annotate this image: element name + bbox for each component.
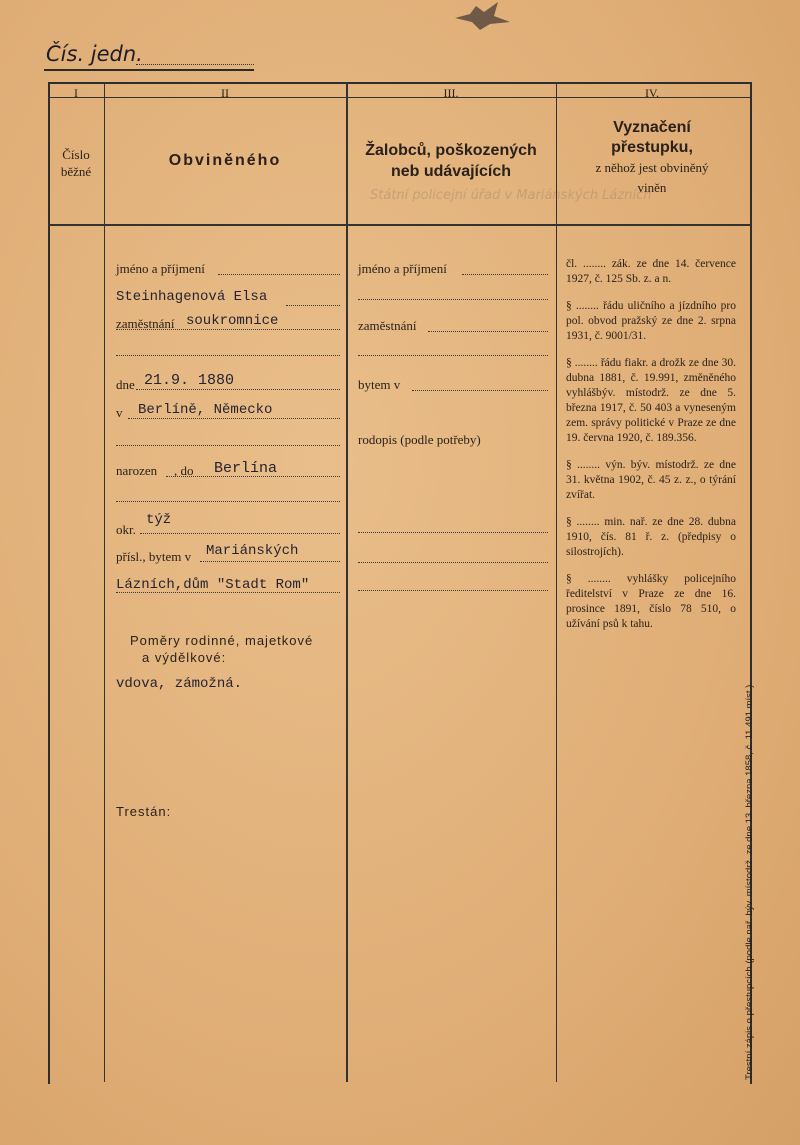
accused-birth-place: Berlíně, Německo <box>138 402 273 418</box>
column-divider <box>104 82 105 1082</box>
header-line: viněn <box>637 180 667 195</box>
bleed-through-text: Státní policejní úřad v Mariánských Lázních <box>370 188 652 203</box>
accused-born-to: Berlína <box>214 460 278 477</box>
column-number: II <box>221 86 229 100</box>
dotted-line <box>358 590 548 591</box>
offence-item: § ........ řádu fiakr. a drožk ze dne 30. dubna 1881, č. 19.991, změněného vyhlášbýv. místodrž. ze dne 5. března 1917, č. 50 403 a vyneseným zem. správy politické v Praze ze dne 19. června 1920, č. 189.356. <box>566 357 736 444</box>
accused-domicile-cont: Lázních,dům "Stadt Rom" <box>116 577 310 593</box>
dotted-line <box>428 331 548 332</box>
column-number: III. <box>443 86 459 100</box>
dotted-line <box>136 389 340 390</box>
header-line: běžné <box>60 164 92 179</box>
header-line: Číslo <box>62 147 90 162</box>
header-line: Žalobců, poškozených <box>365 142 537 159</box>
dotted-line <box>412 390 548 391</box>
label-sentenced: Trestán: <box>116 804 172 819</box>
dotted-line <box>358 355 548 356</box>
dotted-line <box>116 355 340 356</box>
dotted-line <box>140 533 340 534</box>
column-header-plaintiffs <box>346 140 556 182</box>
plaintiff-label-occupation: zaměstnání <box>358 318 417 333</box>
dotted-line <box>218 274 340 275</box>
column-header-number <box>48 146 104 180</box>
dotted-line <box>116 329 340 330</box>
column-header-accused: Obviněného <box>168 152 282 169</box>
dotted-line <box>128 418 340 419</box>
label-born: narozen <box>116 463 158 478</box>
dotted-line <box>116 445 340 446</box>
dotted-line <box>116 592 340 593</box>
accused-occupation: soukromnice <box>186 313 279 329</box>
column-number: I <box>74 86 78 100</box>
offence-item: § ........ výn. býv. místodrž. ze dne 31. května 1902, č. 45 z. z., o týrání zvířat. <box>566 459 736 501</box>
form-side-note: Trestní zápis o přestupcích (podle nař. býv. místodrž. ze dne 13. března 1858, č. 11.491 míst.) <box>744 684 755 1080</box>
header-line: Vyznačení <box>613 119 691 136</box>
dotted-line <box>462 274 548 275</box>
dotted-line <box>166 476 340 477</box>
label-to: , do <box>174 463 194 478</box>
plaintiff-label-bio: rodopis (podle potřeby) <box>358 432 481 447</box>
column-divider <box>556 82 557 1082</box>
plaintiff-label-name: jméno a příjmení <box>358 261 447 276</box>
accused-family-circumstances: vdova, zámožná. <box>116 676 243 692</box>
stamp-mark-icon <box>450 0 520 34</box>
dotted-line <box>358 299 548 300</box>
dotted-line <box>116 501 340 502</box>
reference-number-label: Čís. jedn. <box>46 42 143 66</box>
label-domicile: přísl., bytem v <box>116 549 192 564</box>
label-name: jméno a příjmení <box>116 261 205 276</box>
accused-district: týž <box>146 512 172 528</box>
label-family-circumstances <box>130 632 313 666</box>
column-number: IV. <box>644 86 660 100</box>
dotted-line <box>358 562 548 563</box>
offence-list <box>566 257 736 644</box>
offence-item: čl. ........ zák. ze dne 14. července 1927, č. 125 Sb. z. a n. <box>566 258 736 285</box>
header-divider <box>48 224 750 226</box>
header-line: neb udávajících <box>390 163 512 180</box>
label-district: okr. <box>116 522 136 537</box>
dotted-line <box>286 305 340 306</box>
offence-item: § ........ řádu uličního a jízdního pro pol. obvod pražský ze dne 2. srpna 1931, č. 9001/31. <box>566 300 736 342</box>
accused-domicile: Mariánských <box>206 543 299 559</box>
dotted-line <box>358 532 548 533</box>
column-header-offence <box>556 118 748 198</box>
accused-birth-date: 21.9. 1880 <box>144 372 235 389</box>
header-line: přestupku, <box>611 139 693 156</box>
label-line: a výdělkové: <box>142 650 227 665</box>
label-occupation: zaměstnání <box>116 316 175 331</box>
label-in: v <box>116 405 123 420</box>
offence-item: § ........ vyhlášky policejního ředitelství v Praze ze dne 16. prosince 1891, číslo 78 510, o užívání psů k tahu. <box>566 573 736 630</box>
accused-name: Steinhagenová Elsa <box>116 289 268 305</box>
dotted-line <box>200 561 340 562</box>
plaintiff-label-residence: bytem v <box>358 377 401 392</box>
reference-number-field <box>136 64 254 65</box>
offence-item: § ........ min. nař. ze dne 28. dubna 1910, čís. 81 ř. z. (předpisy o silostrojích). <box>566 516 736 558</box>
label-date: dne <box>116 377 135 392</box>
column-divider <box>346 82 348 1082</box>
label-line: Poměry rodinné, majetkové <box>130 633 314 648</box>
reference-underline <box>44 69 254 71</box>
header-line: z něhož jest obviněný <box>595 160 709 175</box>
